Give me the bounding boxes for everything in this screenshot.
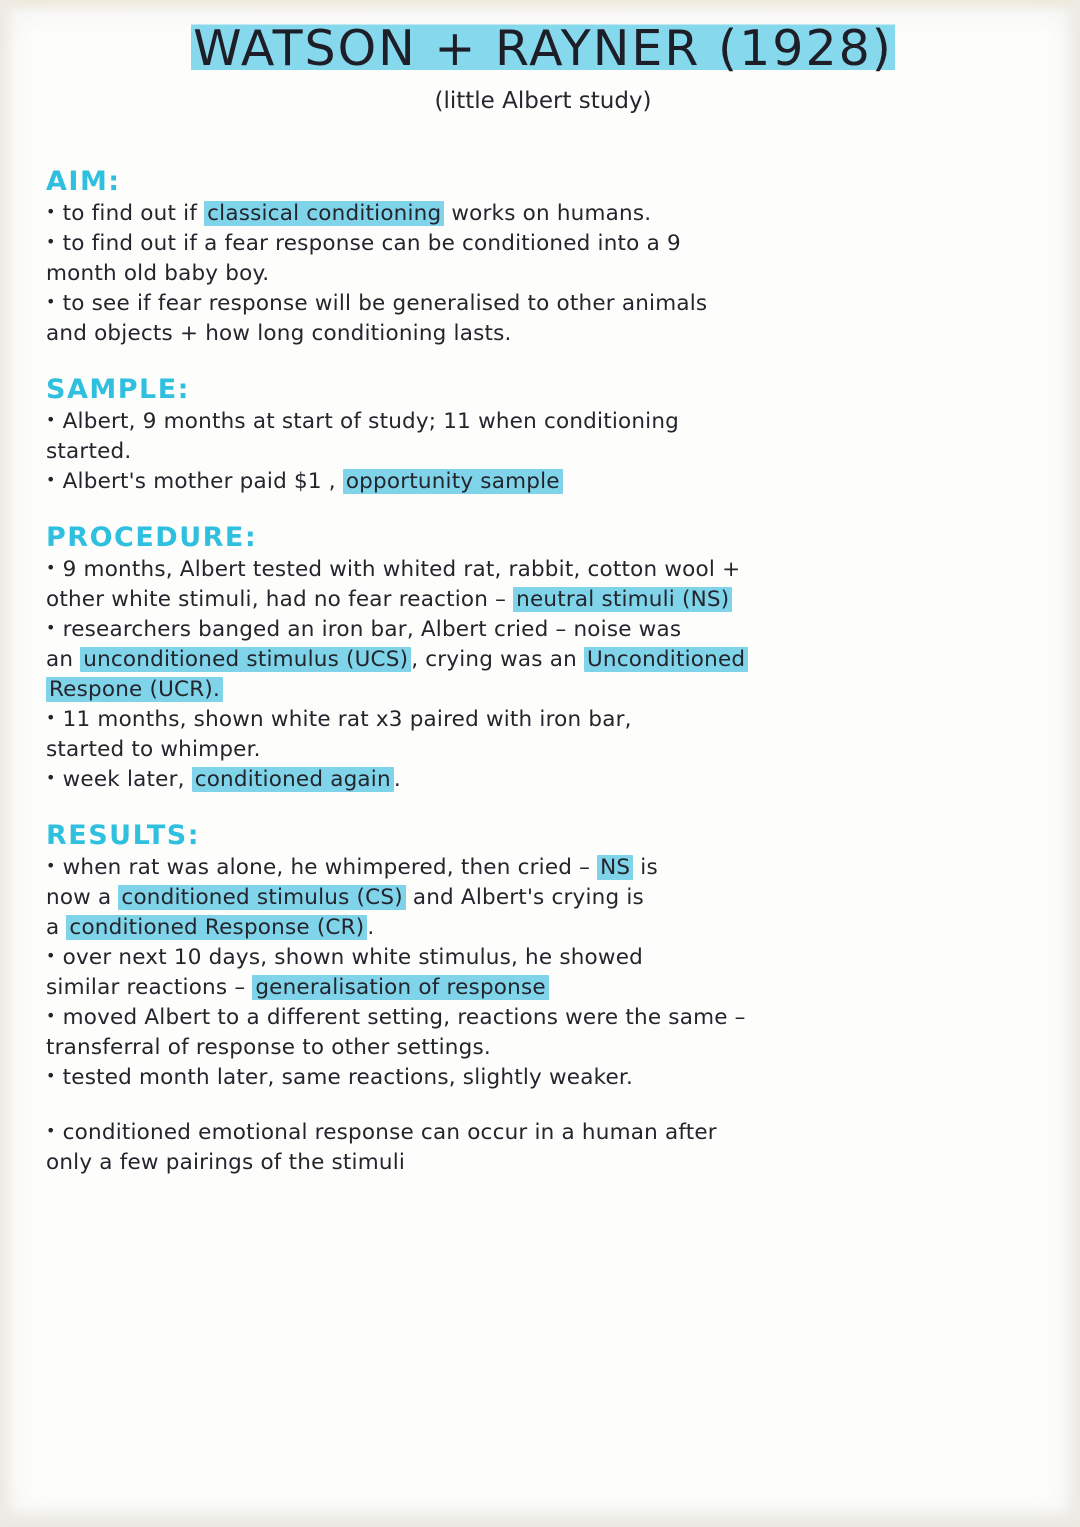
note-text: over next 10 days, shown white stimulus, he showed (62, 945, 643, 971)
notes-sections (46, 166, 1040, 1092)
note-text: . (367, 915, 375, 941)
note-section (46, 374, 1040, 496)
note-bullet (46, 407, 1040, 436)
note-bullet (46, 1003, 1040, 1032)
note-line (46, 259, 1040, 288)
note-line (46, 883, 1040, 912)
highlighted-term: conditioned Response (CR) (66, 915, 367, 940)
note-line (46, 585, 1040, 614)
highlighted-term: neutral stimuli (NS) (513, 587, 732, 612)
note-text: other white stimuli, had no fear reaction – (46, 587, 514, 613)
note-text: Albert, 9 months at start of study; 11 when conditioning (62, 408, 680, 434)
paper-edge-right (1062, 0, 1080, 1527)
note-text: transferral of response to other settings. (46, 1035, 491, 1061)
section-heading: RESULTS: (46, 820, 201, 852)
note-line (46, 319, 1040, 348)
note-bullet (46, 705, 1040, 734)
highlighted-term: conditioned again (192, 767, 394, 792)
note-text: and objects + how long conditioning lasts. (46, 320, 512, 346)
page-subtitle: (little Albert study) (434, 87, 652, 114)
note-bullet (46, 289, 1040, 318)
section-heading: AIM: (46, 165, 121, 197)
note-bullet (46, 853, 1040, 882)
note-text: and Albert's crying is (405, 885, 644, 911)
note-text: 11 months, shown white rat x3 paired with iron bar, (62, 707, 632, 733)
note-text: week later, (62, 767, 192, 793)
conclusion-block (46, 1118, 1040, 1177)
note-bullet (46, 615, 1040, 644)
note-text: tested month later, same reactions, slightly weaker. (62, 1065, 633, 1091)
highlighted-term: NS (597, 855, 633, 880)
note-line (46, 735, 1040, 764)
note-line (46, 1148, 1040, 1177)
note-text: started to whimper. (46, 737, 261, 763)
note-section (46, 166, 1040, 348)
note-text: researchers banged an iron bar, Albert cried – noise was (62, 617, 682, 643)
note-section (46, 820, 1040, 1092)
note-bullet (46, 229, 1040, 258)
note-text: started. (46, 438, 132, 464)
note-bullet (46, 765, 1040, 794)
note-bullet (46, 467, 1040, 496)
note-line (46, 1033, 1040, 1062)
note-text: similar reactions – (46, 975, 253, 1001)
note-text: an (46, 647, 81, 673)
note-text: is (633, 855, 658, 881)
highlighted-term: opportunity sample (343, 469, 563, 494)
note-text: works on humans. (444, 200, 652, 226)
section-heading: SAMPLE: (46, 373, 190, 405)
note-text: a (46, 915, 67, 941)
note-bullet (46, 199, 1040, 228)
note-line (46, 973, 1040, 1002)
note-text: month old baby boy. (46, 260, 270, 286)
note-text: . (393, 767, 401, 793)
note-text: , crying was an (411, 647, 584, 673)
note-text: only a few pairings of the stimuli (46, 1150, 406, 1176)
note-text: moved Albert to a different setting, reactions were the same – (62, 1005, 746, 1031)
highlighted-term: Respone (UCR). (46, 677, 223, 702)
notes-content (46, 22, 1040, 1178)
highlighted-term: unconditioned stimulus (UCS) (80, 647, 411, 672)
note-text: when rat was alone, he whimpered, then cried – (62, 855, 598, 881)
section-heading: PROCEDURE: (46, 522, 258, 554)
paper-edge-bottom (0, 1505, 1080, 1527)
note-line (46, 645, 1040, 674)
note-bullet (46, 555, 1040, 584)
note-line (46, 437, 1040, 466)
highlighted-term: classical conditioning (204, 201, 444, 226)
highlighted-term: generalisation of response (252, 975, 549, 1000)
paper-edge-top (0, 0, 1080, 14)
page-title (46, 22, 1040, 76)
note-text: now a (46, 885, 119, 911)
note-text: to find out if (62, 200, 205, 226)
note-text: to see if fear response will be generalised to other animals (62, 290, 708, 316)
note-line (46, 913, 1040, 942)
highlighted-term: Unconditioned (584, 647, 748, 672)
note-line (46, 675, 1040, 704)
note-bullet (46, 1118, 1040, 1147)
page-title-text: WATSON + RAYNER (1928) (193, 20, 893, 77)
paper-edge-left (0, 0, 16, 1527)
note-section (46, 522, 1040, 794)
note-text: conditioned emotional response can occur in a human after (62, 1120, 717, 1146)
note-bullet (46, 1063, 1040, 1092)
note-bullet (46, 943, 1040, 972)
note-text: Albert's mother paid $1 , (62, 469, 343, 494)
note-text: to find out if a fear response can be conditioned into a 9 (62, 230, 681, 256)
note-text: 9 months, Albert tested with whited rat, rabbit, cotton wool + (62, 557, 741, 583)
highlighted-term: conditioned stimulus (CS) (118, 885, 405, 910)
